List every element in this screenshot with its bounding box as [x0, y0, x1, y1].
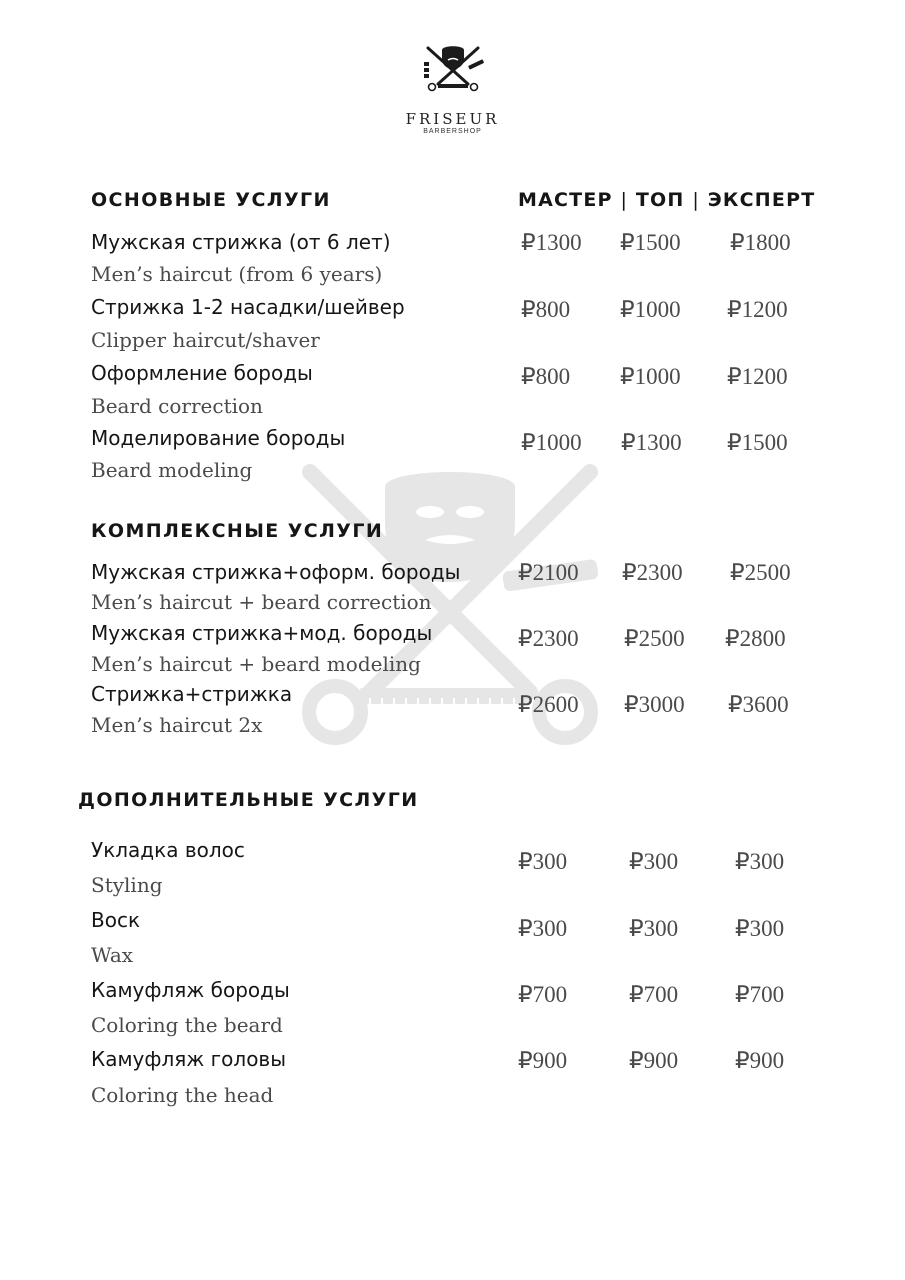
service-name-en: Coloring the beard [91, 1013, 283, 1037]
tier-header [518, 189, 815, 211]
price-top: ₽1300 [621, 430, 682, 455]
price-top: ₽700 [629, 982, 679, 1007]
price-master: ₽2100 [518, 560, 579, 585]
price-master: ₽1000 [521, 430, 582, 455]
price-master: ₽800 [521, 297, 571, 322]
price-expert: ₽300 [735, 849, 785, 874]
price-master: ₽800 [521, 364, 571, 389]
price-top: ₽300 [629, 916, 679, 941]
price-top: ₽300 [629, 849, 679, 874]
price-expert: ₽1500 [727, 430, 788, 455]
price-expert: ₽900 [735, 1048, 785, 1073]
section-title-extra: ДОПОЛНИТЕЛЬНЫЕ УСЛУГИ [78, 789, 419, 811]
tier-separator: | [620, 189, 629, 211]
price-top: ₽3000 [624, 692, 685, 717]
tier-master: МАСТЕР [518, 189, 613, 211]
price-expert: ₽1800 [730, 230, 791, 255]
price-expert: ₽2800 [725, 626, 786, 651]
section-title-main: ОСНОВНЫЕ УСЛУГИ [91, 189, 331, 211]
price-master: ₽900 [518, 1048, 568, 1073]
brand-subtitle: BARBERSHOP [423, 128, 482, 135]
service-name-ru: Оформление бороды [91, 361, 313, 385]
tier-separator: | [692, 189, 700, 211]
brand-name: FRISEUR [405, 110, 500, 128]
price-master: ₽300 [518, 849, 568, 874]
service-name-ru: Камуфляж бороды [91, 978, 290, 1002]
service-name-en: Men’s haircut + beard modeling [91, 652, 421, 676]
service-name-en: Beard modeling [91, 458, 253, 482]
price-top: ₽1500 [620, 230, 681, 255]
price-master: ₽2300 [518, 626, 579, 651]
tier-expert: ЭКСПЕРТ [707, 189, 816, 211]
service-name-ru: Стрижка 1-2 насадки/шейвер [91, 295, 405, 319]
service-name-ru: Стрижка+стрижка [91, 682, 293, 706]
service-name-ru: Мужская стрижка+мод. бороды [91, 621, 433, 645]
service-name-en: Men’s haircut + beard correction [91, 590, 432, 614]
price-master: ₽300 [518, 916, 568, 941]
tier-top: ТОП [635, 189, 685, 211]
price-expert: ₽1200 [727, 364, 788, 389]
service-name-en: Men’s haircut 2x [91, 713, 263, 737]
service-name-ru: Моделирование бороды [91, 426, 346, 450]
price-top: ₽1000 [620, 364, 681, 389]
service-name-ru: Воск [91, 908, 141, 932]
price-master: ₽1300 [521, 230, 582, 255]
service-name-en: Styling [91, 873, 163, 897]
section-title-combo: КОМПЛЕКСНЫЕ УСЛУГИ [91, 520, 384, 542]
price-top: ₽1000 [620, 297, 681, 322]
barbershop-logo-icon [412, 44, 494, 92]
price-expert: ₽1200 [727, 297, 788, 322]
service-name-en: Men’s haircut (from 6 years) [91, 262, 383, 286]
service-name-en: Coloring the head [91, 1083, 274, 1107]
price-expert: ₽300 [735, 916, 785, 941]
price-expert: ₽3600 [728, 692, 789, 717]
service-name-ru: Мужская стрижка+оформ. бороды [91, 560, 461, 584]
price-top: ₽2500 [624, 626, 685, 651]
service-name-ru: Укладка волос [91, 838, 245, 862]
service-name-en: Clipper haircut/shaver [91, 328, 320, 352]
service-name-en: Beard correction [91, 394, 263, 418]
service-name-ru: Камуфляж головы [91, 1047, 287, 1071]
price-expert: ₽2500 [730, 560, 791, 585]
price-master: ₽700 [518, 982, 568, 1007]
price-top: ₽2300 [622, 560, 683, 585]
price-top: ₽900 [629, 1048, 679, 1073]
price-master: ₽2600 [518, 692, 579, 717]
service-name-en: Wax [91, 943, 134, 967]
price-expert: ₽700 [735, 982, 785, 1007]
service-name-ru: Мужская стрижка (от 6 лет) [91, 230, 391, 254]
